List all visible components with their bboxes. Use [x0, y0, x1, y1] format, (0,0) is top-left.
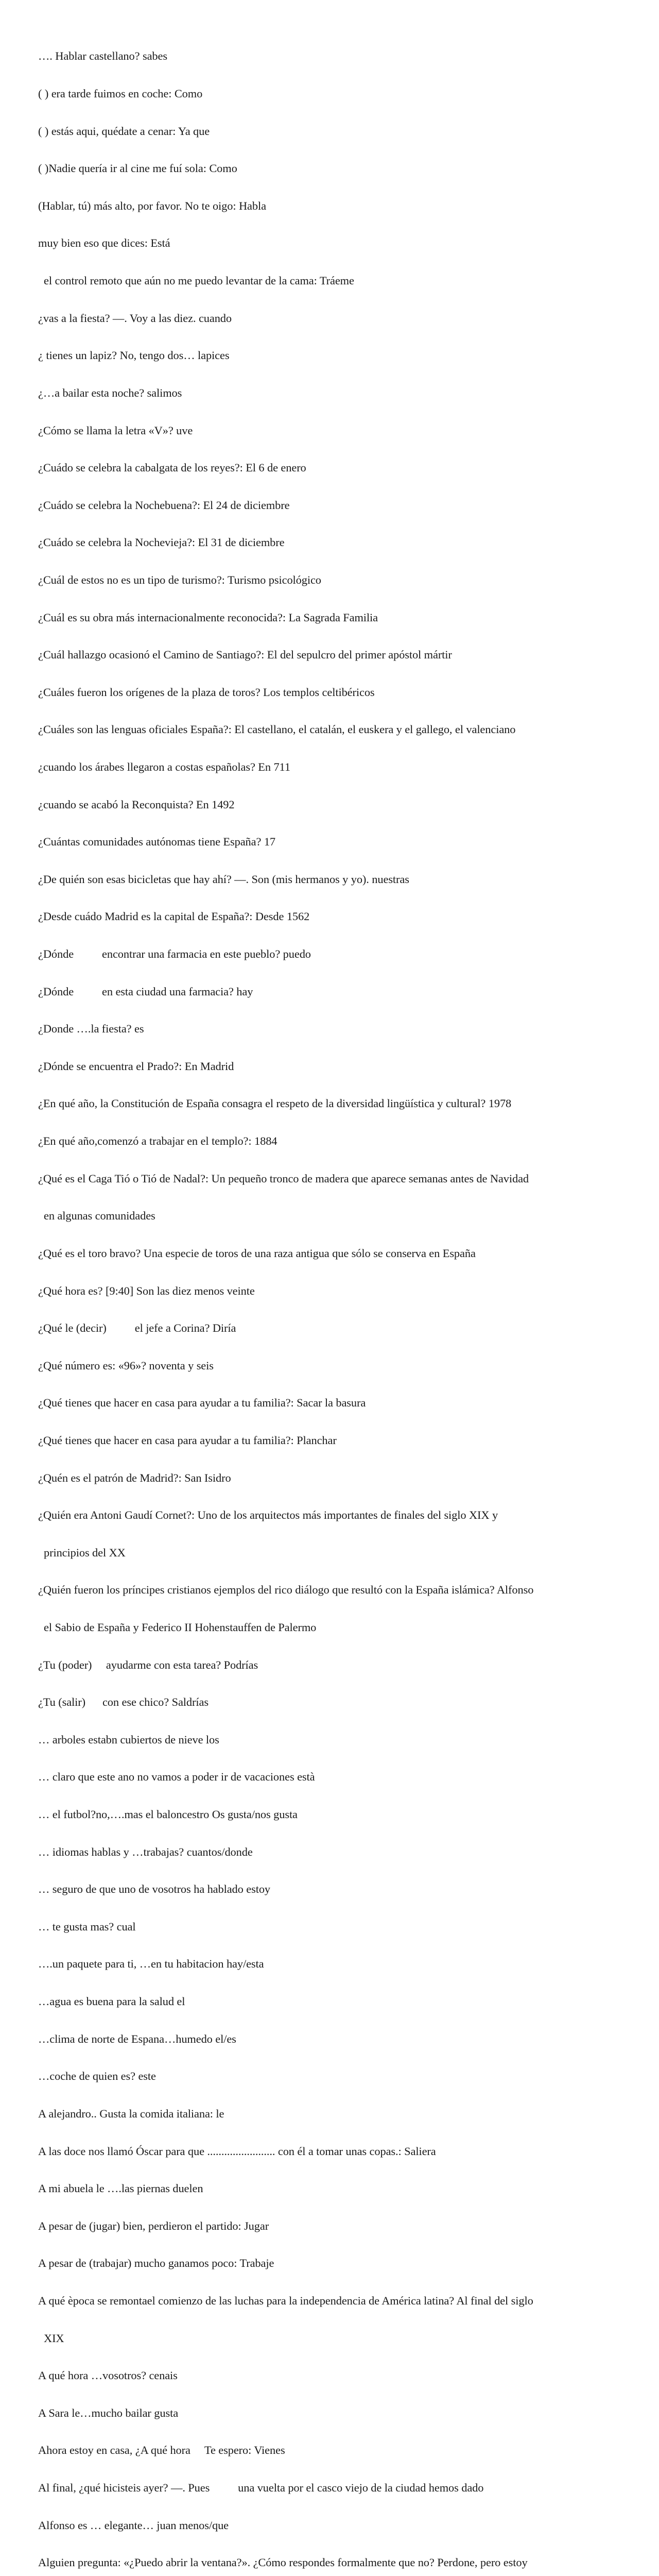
- text-line: ¿Cuáles fueron los orígenes de la plaza de toros? Los templos celtibéricos: [38, 685, 375, 699]
- text-line: … idiomas hablas y …trabajas? cuantos/donde: [38, 1845, 253, 1858]
- text-line: … claro que este ano no vamos a poder ir de vacaciones està: [38, 1770, 315, 1784]
- text-line: ¿Cuál de estos no es un tipo de turismo?: Turismo psicológico: [38, 573, 321, 586]
- text-line: ¿Cuál hallazgo ocasionó el Camino de Santiago?: El del sepulcro del primer apóstol mártir: [38, 648, 452, 662]
- text-line: ¿Tu (poder) ayudarme con esta tarea? Podrías: [38, 1658, 258, 1671]
- text-line: ( )Nadie quería ir al cine me fuí sola: Como: [38, 162, 237, 175]
- text-line: A pesar de (jugar) bien, perdieron el partido: Jugar: [38, 2219, 269, 2232]
- text-line: muy bien eso que dices: Está: [38, 236, 170, 250]
- text-line: principios del XX: [38, 1546, 126, 1559]
- text-line: ¿Dónde encontrar una farmacia en este pueblo? puedo: [38, 947, 311, 961]
- text-line: A mi abuela le ….las piernas duelen: [38, 2182, 203, 2195]
- text-line: Al final, ¿qué hicisteis ayer? —. Pues una vuelta por el casco viejo de la ciudad hemos dado: [38, 2481, 484, 2495]
- text-line: ¿ tienes un lapiz? No, tengo dos… lapices: [38, 349, 230, 362]
- text-line: ¿Cuántas comunidades autónomas tiene España? 17: [38, 835, 276, 849]
- text-line: …coche de quien es? este: [38, 2070, 156, 2083]
- text-line: ¿cuando se acabó la Reconquista? En 1492: [38, 798, 235, 811]
- text-line: (Hablar, tú) más alto, por favor. No te oigo: Habla: [38, 199, 266, 212]
- text-line: ¿En qué año, la Constitución de España consagra el respeto de la diversidad lingüística y cultural? 1978: [38, 1097, 512, 1110]
- document-text: [38, 25, 630, 2576]
- text-line: ¿Cuádo se celebra la Nochebuena?: El 24 de diciembre: [38, 498, 290, 512]
- text-line: ¿…a bailar esta noche? salimos: [38, 386, 182, 399]
- text-line: A las doce nos llamó Óscar para que ........................ con él a tomar unas copas.: Saliera: [38, 2144, 436, 2158]
- text-line: ¿Qué es el Caga Tió o Tió de Nadal?: Un pequeño tronco de madera que aparece semanas antes de Navidad: [38, 1172, 529, 1185]
- text-line: ¿Quién fueron los príncipes cristianos ejemplos del rico diálogo que resultó con la España islámica? Alfonso: [38, 1583, 534, 1597]
- text-line: … arboles estabn cubiertos de nieve los: [38, 1733, 219, 1746]
- text-line: A qué hora …vosotros? cenais: [38, 2369, 178, 2382]
- text-line: …. Hablar castellano? sabes: [38, 49, 167, 63]
- text-line: el control remoto que aún no me puedo levantar de la cama: Tráeme: [38, 274, 354, 287]
- text-line: ¿Quén es el patrón de Madrid?: San Isidro: [38, 1471, 231, 1484]
- text-line: ¿En qué año,comenzó a trabajar en el templo?: 1884: [38, 1134, 278, 1148]
- text-line: XIX: [38, 2331, 64, 2345]
- text-line: ¿Dónde en esta ciudad una farmacia? hay: [38, 985, 253, 998]
- text-line: ¿cuando los árabes llegaron a costas españolas? En 711: [38, 760, 290, 773]
- text-line: ( ) estás aqui, quédate a cenar: Ya que: [38, 124, 210, 138]
- text-line: ( ) era tarde fuimos en coche: Como: [38, 87, 203, 100]
- text-line: Alfonso es … elegante… juan menos/que: [38, 2518, 229, 2532]
- text-line: … te gusta mas? cual: [38, 1920, 136, 1933]
- text-line: A Sara le…mucho bailar gusta: [38, 2406, 179, 2419]
- text-line: ¿Cuál es su obra más internacionalmente reconocida?: La Sagrada Familia: [38, 611, 378, 624]
- text-line: Ahora estoy en casa, ¿A qué hora Te espero: Vienes: [38, 2444, 285, 2457]
- text-line: ¿Tu (salir) con ese chico? Saldrías: [38, 1696, 209, 1709]
- text-line: ¿Dónde se encuentra el Prado?: En Madrid: [38, 1059, 234, 1073]
- text-line: Alguien pregunta: «¿Puedo abrir la ventana?». ¿Cómo respondes formalmente que no? Perdone, pero estoy: [38, 2556, 528, 2569]
- text-line: … seguro de que uno de vosotros ha hablado estoy: [38, 1883, 271, 1896]
- text-line: A alejandro.. Gusta la comida italiana: le: [38, 2107, 224, 2120]
- text-line: …agua es buena para la salud el: [38, 1995, 185, 2008]
- text-line: ¿Cuádo se celebra la Nochevieja?: El 31 de diciembre: [38, 536, 285, 549]
- text-line: ¿Quién era Antoni Gaudí Cornet?: Uno de los arquitectos más importantes de finales del siglo XIX y: [38, 1509, 498, 1522]
- text-line: ¿vas a la fiesta? —. Voy a las diez. cuando: [38, 311, 232, 325]
- text-line: ¿Cuáles son las lenguas oficiales España?: El castellano, el catalán, el euskera y el gallego, el valenciano: [38, 723, 516, 736]
- text-line: ¿Desde cuádo Madrid es la capital de España?: Desde 1562: [38, 910, 310, 923]
- text-line: ¿Qué le (decir) el jefe a Corina? Diría: [38, 1321, 236, 1335]
- text-line: …clima de norte de Espana…humedo el/es: [38, 2032, 236, 2045]
- text-line: … el futbol?no,….mas el baloncestro Os gusta/nos gusta: [38, 1808, 298, 1821]
- text-line: ¿Qué hora es? [9:40] Son las diez menos veinte: [38, 1284, 255, 1297]
- text-line: ¿Qué tienes que hacer en casa para ayudar a tu familia?: Sacar la basura: [38, 1396, 366, 1410]
- text-line: ….un paquete para ti, …en tu habitacion hay/esta: [38, 1957, 264, 1971]
- text-line: ¿Cuádo se celebra la cabalgata de los reyes?: El 6 de enero: [38, 461, 306, 474]
- text-line: en algunas comunidades: [38, 1209, 155, 1223]
- text-line: ¿Qué es el toro bravo? Una especie de toros de una raza antigua que sólo se conserva en España: [38, 1246, 476, 1260]
- text-line: ¿Qué número es: «96»? noventa y seis: [38, 1359, 214, 1372]
- text-line: A qué època se remontael comienzo de las luchas para la independencia de América latina? Al final del siglo: [38, 2294, 533, 2307]
- text-line: el Sabio de España y Federico II Hohenstauffen de Palermo: [38, 1621, 317, 1634]
- text-line: ¿Donde ….la fiesta? es: [38, 1022, 144, 1036]
- text-line: ¿Cómo se llama la letra «V»? uve: [38, 423, 193, 437]
- text-line: A pesar de (trabajar) mucho ganamos poco: Trabaje: [38, 2257, 274, 2270]
- text-line: ¿Qué tienes que hacer en casa para ayudar a tu familia?: Planchar: [38, 1433, 337, 1447]
- text-line: ¿De quién son esas bicicletas que hay ahí? —. Son (mis hermanos y yo). nuestras: [38, 872, 409, 886]
